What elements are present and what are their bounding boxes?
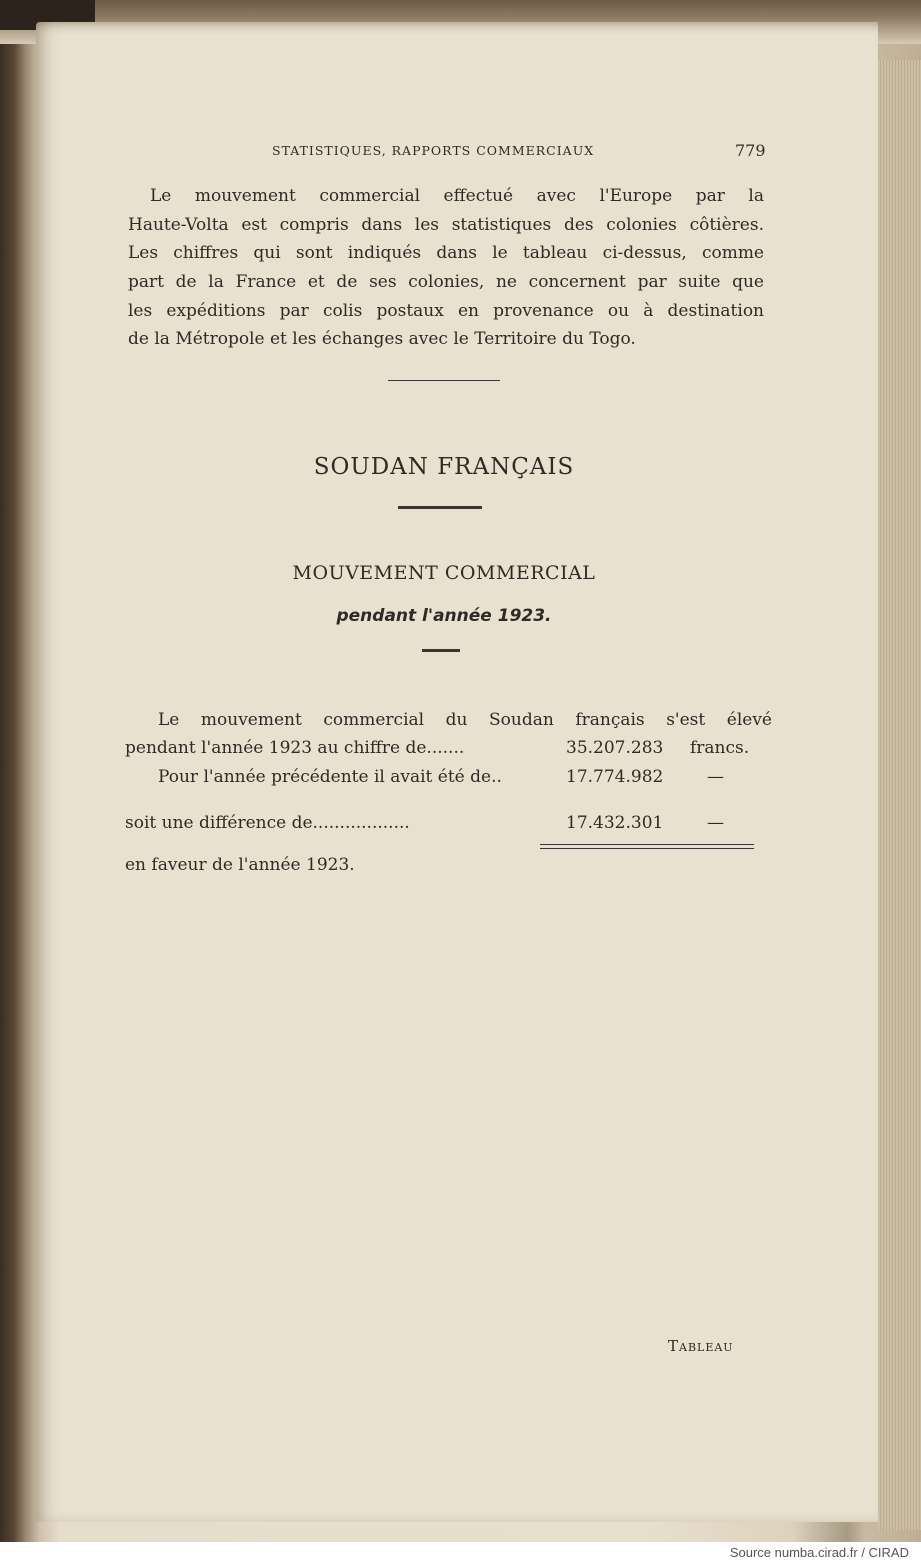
summary-unit: francs. xyxy=(690,738,750,758)
summary-value: 17.432.301 xyxy=(566,813,664,833)
total-rule-top xyxy=(540,844,754,845)
intro-line: Haute-Volta est compris dans les statistiques des colonies côtières. xyxy=(128,215,764,235)
running-head: STATISTIQUES, RAPPORTS COMMERCIAUX xyxy=(272,143,595,158)
section-period: pendant l'année 1923. xyxy=(336,606,552,626)
intro-line: les expéditions par colis postaux en provenance ou à destination xyxy=(128,301,764,321)
section-subtitle: MOUVEMENT COMMERCIAL xyxy=(292,562,596,584)
summary-unit: — xyxy=(707,767,724,787)
summary-unit: — xyxy=(707,813,724,833)
summary-line: Le mouvement commercial du Soudan français s'est élevé xyxy=(158,710,772,730)
intro-line: Le mouvement commercial effectué avec l'Europe par la xyxy=(150,186,764,206)
summary-label: soit une différence de.................. xyxy=(125,813,410,833)
summary-line: en faveur de l'année 1923. xyxy=(125,855,355,875)
summary-label: pendant l'année 1923 au chiffre de....... xyxy=(125,738,465,758)
page-edges xyxy=(878,60,921,1530)
summary-label: Pour l'année précédente il avait été de.. xyxy=(158,767,502,787)
catchword: Tableau xyxy=(668,1337,734,1355)
intro-line: de la Métropole et les échanges avec le Territoire du Togo. xyxy=(128,329,636,349)
page-number: 779 xyxy=(735,141,766,160)
total-rule-bottom xyxy=(540,848,754,849)
separator-rule xyxy=(388,380,500,381)
intro-line: part de la France et de ses colonies, ne concernent par suite que xyxy=(128,272,764,292)
subtitle-rule xyxy=(422,649,460,652)
summary-value: 35.207.283 xyxy=(566,738,664,758)
intro-line: Les chiffres qui sont indiqués dans le tableau ci-dessus, comme xyxy=(128,243,764,263)
summary-value: 17.774.982 xyxy=(566,767,664,787)
source-credit: Source numba.cirad.fr / CIRAD xyxy=(729,1545,909,1560)
title-rule xyxy=(398,506,482,509)
section-title: SOUDAN FRANÇAIS xyxy=(313,454,575,480)
